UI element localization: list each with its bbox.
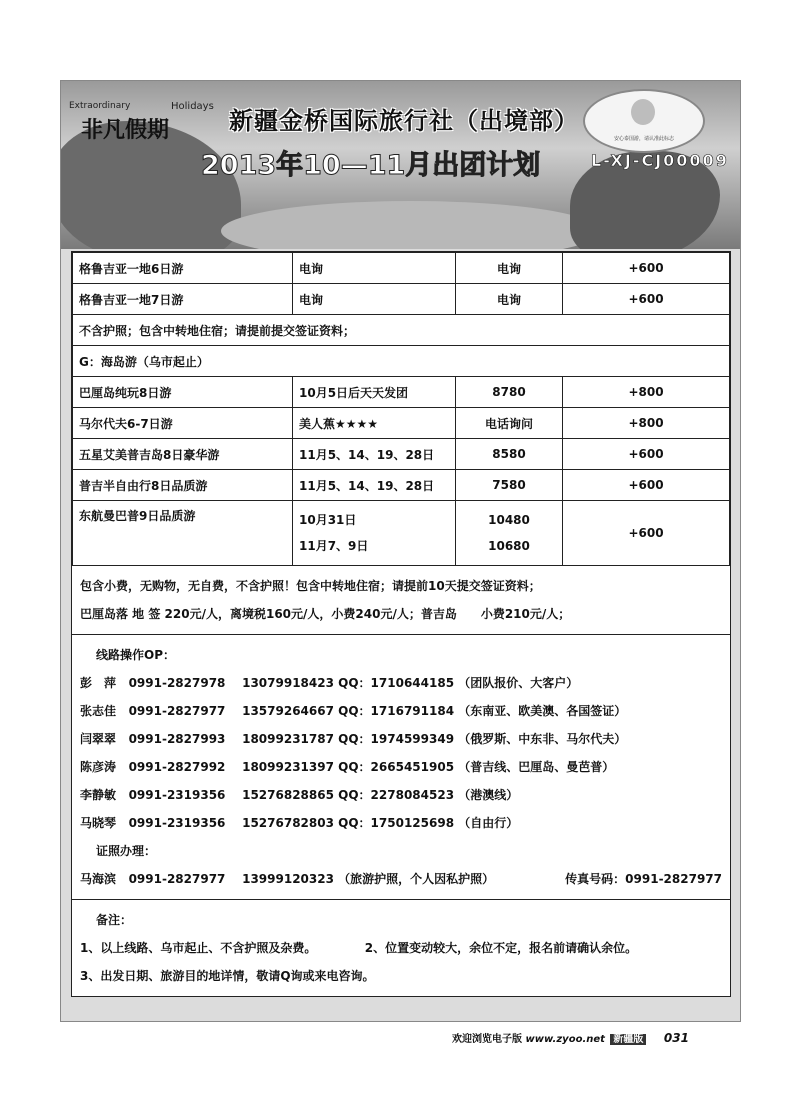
operator-name: 闫翠翠 [80, 732, 117, 746]
plan-title: 2013年10—11月出团计划 [201, 150, 541, 181]
remarks-title: 备注： [96, 913, 133, 927]
operator-contacts [72, 634, 730, 899]
plan-code: L-XJ-CJ00009 [591, 151, 729, 170]
table-row [73, 253, 730, 284]
island-note-2: 巴厘岛落 地 签 220元/人，离境税160元/人，小费240元/人；普吉岛 小费210元/人； [80, 607, 571, 621]
operator-tel: 0991-2827977 [128, 704, 226, 718]
operator-qq: QQ：2665451905 [338, 760, 455, 774]
operator-scope: （港澳线） [458, 788, 519, 802]
island-note-1: 包含小费，无购物，无自费，不含护照！包含中转地住宿；请提前10天提交签证资料； [80, 579, 541, 593]
tour-price [456, 501, 563, 566]
visa-contact-tel: 0991-2827977 [128, 872, 226, 886]
tour-name: 东航曼巴普9日品质游 [73, 501, 293, 566]
table-row [73, 377, 730, 408]
footer-edition-badge: 新疆版 [610, 1034, 646, 1045]
operator-name: 陈彦涛 [80, 760, 117, 774]
operator-qq: QQ：2278084523 [338, 788, 455, 802]
visa-section-title: 证照办理： [96, 844, 157, 858]
operator-qq: QQ：1710644185 [338, 676, 455, 690]
operator-qq: QQ：1716791184 [338, 704, 455, 718]
tour-price: 8580 [456, 439, 563, 470]
tour-surcharge: +600 [563, 501, 730, 566]
footer-text: 欢迎浏览电子版 [452, 1034, 522, 1045]
visa-contact-name: 马海滨 [80, 872, 117, 886]
table-row [73, 346, 730, 377]
tour-price-2: 10680 [488, 539, 530, 553]
table-row [73, 284, 730, 315]
banner-sea [221, 201, 601, 249]
page-number: 031 [663, 1031, 689, 1045]
visa-contact-scope: （旅游护照，个人因私护照） [338, 872, 495, 886]
logo-english-left: Extraordinary [69, 101, 131, 111]
table-row [73, 439, 730, 470]
table-row [73, 470, 730, 501]
visa-contact-row [80, 865, 722, 893]
tour-date: 10月5日后天天发团 [293, 377, 456, 408]
table-row [73, 501, 730, 566]
section-heading-island: G：海岛游（乌市起止） [73, 346, 730, 377]
operator-tel: 0991-2827993 [128, 732, 226, 746]
tour-surcharge: +800 [563, 377, 730, 408]
operator-qq: QQ：1750125698 [338, 816, 455, 830]
operator-mobile: 15276828865 [242, 788, 334, 802]
tour-name: 格鲁吉亚一地7日游 [73, 284, 293, 315]
operator-qq: QQ：1974599349 [338, 732, 455, 746]
operator-name: 马晓琴 [80, 816, 117, 830]
page-footer [452, 1030, 689, 1045]
operator-row [80, 669, 722, 697]
tour-price-1: 10480 [488, 513, 530, 527]
tour-price: 8780 [456, 377, 563, 408]
georgia-note: 不含护照；包含中转地住宿；请提前提交签证资料； [73, 315, 730, 346]
logo-english-right: Holidays [171, 101, 214, 112]
operator-mobile: 18099231397 [242, 760, 334, 774]
page-frame [60, 80, 741, 1022]
operator-section-title: 线路操作OP： [96, 648, 175, 662]
tour-price: 电询 [456, 253, 563, 284]
operator-mobile: 13579264667 [242, 704, 334, 718]
operator-row [80, 753, 722, 781]
tour-date: 电询 [293, 253, 456, 284]
tour-name: 普吉半自由行8日品质游 [73, 470, 293, 501]
operator-tel: 0991-2827978 [128, 676, 226, 690]
table-row [73, 408, 730, 439]
tour-schedule [71, 251, 731, 997]
tour-name: 格鲁吉亚一地6日游 [73, 253, 293, 284]
operator-name: 张志佳 [80, 704, 117, 718]
tour-surcharge: +600 [563, 284, 730, 315]
operator-tel: 0991-2827992 [128, 760, 226, 774]
remark-1: 1、以上线路、乌市起止、不含护照及杂费。 [80, 941, 317, 955]
tour-surcharge: +600 [563, 253, 730, 284]
remarks-row [80, 934, 722, 962]
tour-date-1: 10月31日 [299, 513, 357, 527]
logo-chinese: 非凡假期 [81, 117, 170, 143]
operator-scope: （东南亚、欧美澳、各国签证） [458, 704, 627, 718]
visa-contact-mobile: 13999120323 [242, 872, 334, 886]
tour-price: 电话询问 [456, 408, 563, 439]
tour-price: 电询 [456, 284, 563, 315]
tour-price: 7580 [456, 470, 563, 501]
tour-date: 美人蕉★★★★ [293, 408, 456, 439]
operator-mobile: 13079918423 [242, 676, 334, 690]
island-notes [72, 566, 730, 634]
operator-name: 彭 萍 [80, 676, 117, 690]
certification-seal-icon [583, 89, 705, 153]
tour-name: 五星艾美普吉岛8日豪华游 [73, 439, 293, 470]
operator-row [80, 809, 722, 837]
tour-surcharge: +600 [563, 470, 730, 501]
seal-text: 安心泰国游，请认准此标志 [613, 136, 674, 142]
operator-row [80, 697, 722, 725]
tour-name: 巴厘岛纯玩8日游 [73, 377, 293, 408]
tour-date: 电询 [293, 284, 456, 315]
seal-emblem-icon [631, 99, 655, 125]
remark-3: 3、出发日期、旅游目的地详情，敬请Q询或来电咨询。 [80, 969, 375, 983]
operator-name: 李静敏 [80, 788, 117, 802]
header-banner [61, 81, 740, 249]
operator-scope: （团队报价、大客户） [458, 676, 579, 690]
footer-url[interactable]: www.zyoo.net [525, 1034, 605, 1045]
tour-date [293, 501, 456, 566]
tour-date: 11月5、14、19、28日 [293, 470, 456, 501]
operator-tel: 0991-2319356 [128, 788, 226, 802]
table-row [73, 315, 730, 346]
operator-tel: 0991-2319356 [128, 816, 226, 830]
operator-row [80, 781, 722, 809]
georgia-table [72, 252, 730, 566]
operator-mobile: 15276782803 [242, 816, 334, 830]
agency-name: 新疆金桥国际旅行社（出境部） [229, 107, 579, 135]
tour-surcharge: +800 [563, 408, 730, 439]
remarks [72, 899, 730, 996]
company-logo [69, 101, 214, 151]
operator-mobile: 18099231787 [242, 732, 334, 746]
operator-scope: （普吉线、巴厘岛、曼芭普） [458, 760, 615, 774]
tour-name: 马尔代夫6-7日游 [73, 408, 293, 439]
operator-row [80, 725, 722, 753]
operator-scope: （自由行） [458, 816, 519, 830]
operator-scope: （俄罗斯、中东非、马尔代夫） [458, 732, 627, 746]
tour-surcharge: +600 [563, 439, 730, 470]
tour-date: 11月5、14、19、28日 [293, 439, 456, 470]
remark-2: 2、位置变动较大，余位不定，报名前请确认余位。 [364, 941, 638, 955]
tour-date-2: 11月7、9日 [299, 539, 369, 553]
fax-number: 传真号码：0991-2827977 [565, 872, 722, 886]
